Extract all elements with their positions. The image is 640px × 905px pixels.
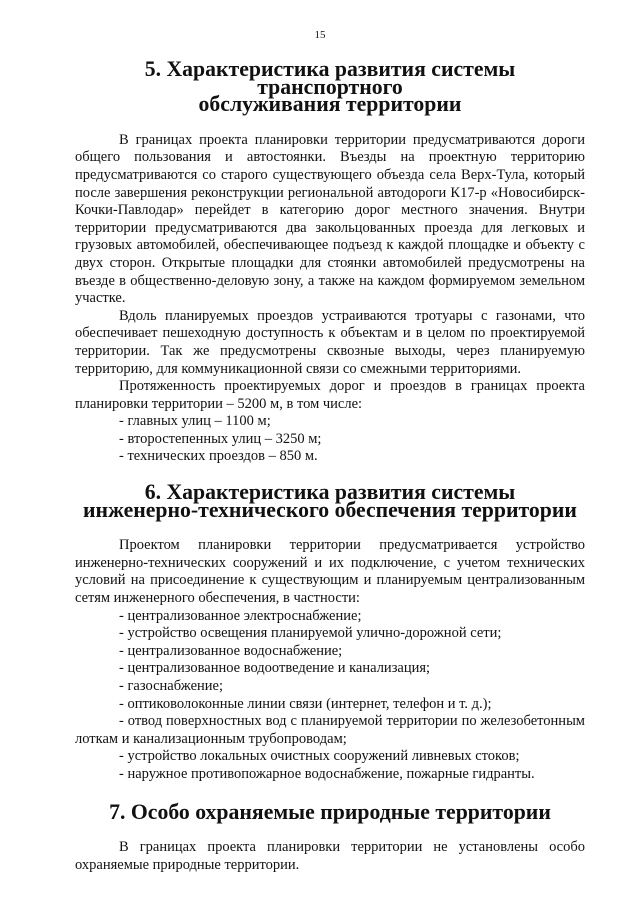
section-6-list-item: - устройство освещения планируемой улично-дорожной сети; (119, 625, 502, 642)
page-number: 15 (314, 29, 326, 41)
section-7-paragraph: В границах проекта планировки территории не установлены особо охраняемые природные территории. (75, 839, 585, 873)
section-7-heading: 7. Особо охраняемые природные территории (109, 799, 551, 824)
section-6-list-item: - централизованное водоснабжение; (119, 642, 343, 659)
section-6-list-item: - централизованное электроснабжение; (119, 607, 362, 624)
section-5-heading (75, 57, 585, 117)
section-5-paragraph-2: Вдоль планируемых проездов устраиваются тротуары с газонами, что обеспечивает пешеходную доступность к объектам и в целом по проектируемой территории. Так же предусмотрены сквозные выходы, через планируемую территорию, для коммуникационной связи со смежными территориями. (75, 307, 585, 377)
section-6-list-item: - наружное противопожарное водоснабжение, пожарные гидранты. (119, 765, 535, 782)
section-6-heading-line-2: инженерно-технического обеспечения территории (83, 497, 577, 522)
section-6-list-item: - централизованное водоотведение и канализация; (119, 660, 431, 677)
document-body (75, 57, 585, 874)
section-5-heading-line-1: 5. Характеристика развития системы транспортного (144, 57, 516, 99)
section-6-heading-line-1: 6. Характеристика развития системы (144, 480, 516, 505)
section-6-list-item: - устройство локальных очистных сооружений ливневых стоков; (119, 748, 520, 765)
section-5-paragraph-3: Протяженность проектируемых дорог и проездов в границах проекта планировки территории – 5200 м, в том числе: (75, 378, 585, 412)
section-5-list-item: - технических проездов – 850 м. (119, 448, 318, 465)
section-5-list-item: - главных улиц – 1100 м; (119, 413, 271, 430)
section-6-paragraph: Проектом планировки территории предусматривается устройство инженерно-технических сооружений и их подключение, с учетом технических условий на присоединение к существующим и планируемым централизованным сетям инженерного обеспечения, в частности: (75, 537, 585, 607)
section-5-paragraph-1: В границах проекта планировки территории предусматриваются дороги общего пользования и автостоянки. Въезды на проектную территорию предусматриваются со старого существующего объезда села Верх-Тула, который после завершения реконструкции региональной автодороги К17-р «Новосибирск-Кочки-Павлодар» перейдет в категорию дорог местного значения. Внутри территории предусматриваются два закольцованных проезда для легковых и грузовых автомобилей, обеспечивающее подъезд к каждой площадке и объекту с двух сторон. Открытые площадки для стоянки автомобилей предусмотрены на въезде в общественно-деловую зону, а также на каждом формируемом земельном участке. (75, 131, 585, 307)
section-5-heading-line-2: обслуживания территории (198, 92, 462, 117)
section-6-list-item: - оптиковолоконные линии связи (интернет, телефон и т. д.); (119, 695, 492, 712)
section-6-list-item: - отвод поверхностных вод с планируемой территории по железобетонным лоткам и канализационным трубопроводам; (75, 713, 585, 747)
section-6-heading (75, 480, 585, 522)
section-5-list-item: - второстепенных улиц – 3250 м; (119, 430, 322, 447)
section-6-list-item: - газоснабжение; (119, 678, 223, 694)
